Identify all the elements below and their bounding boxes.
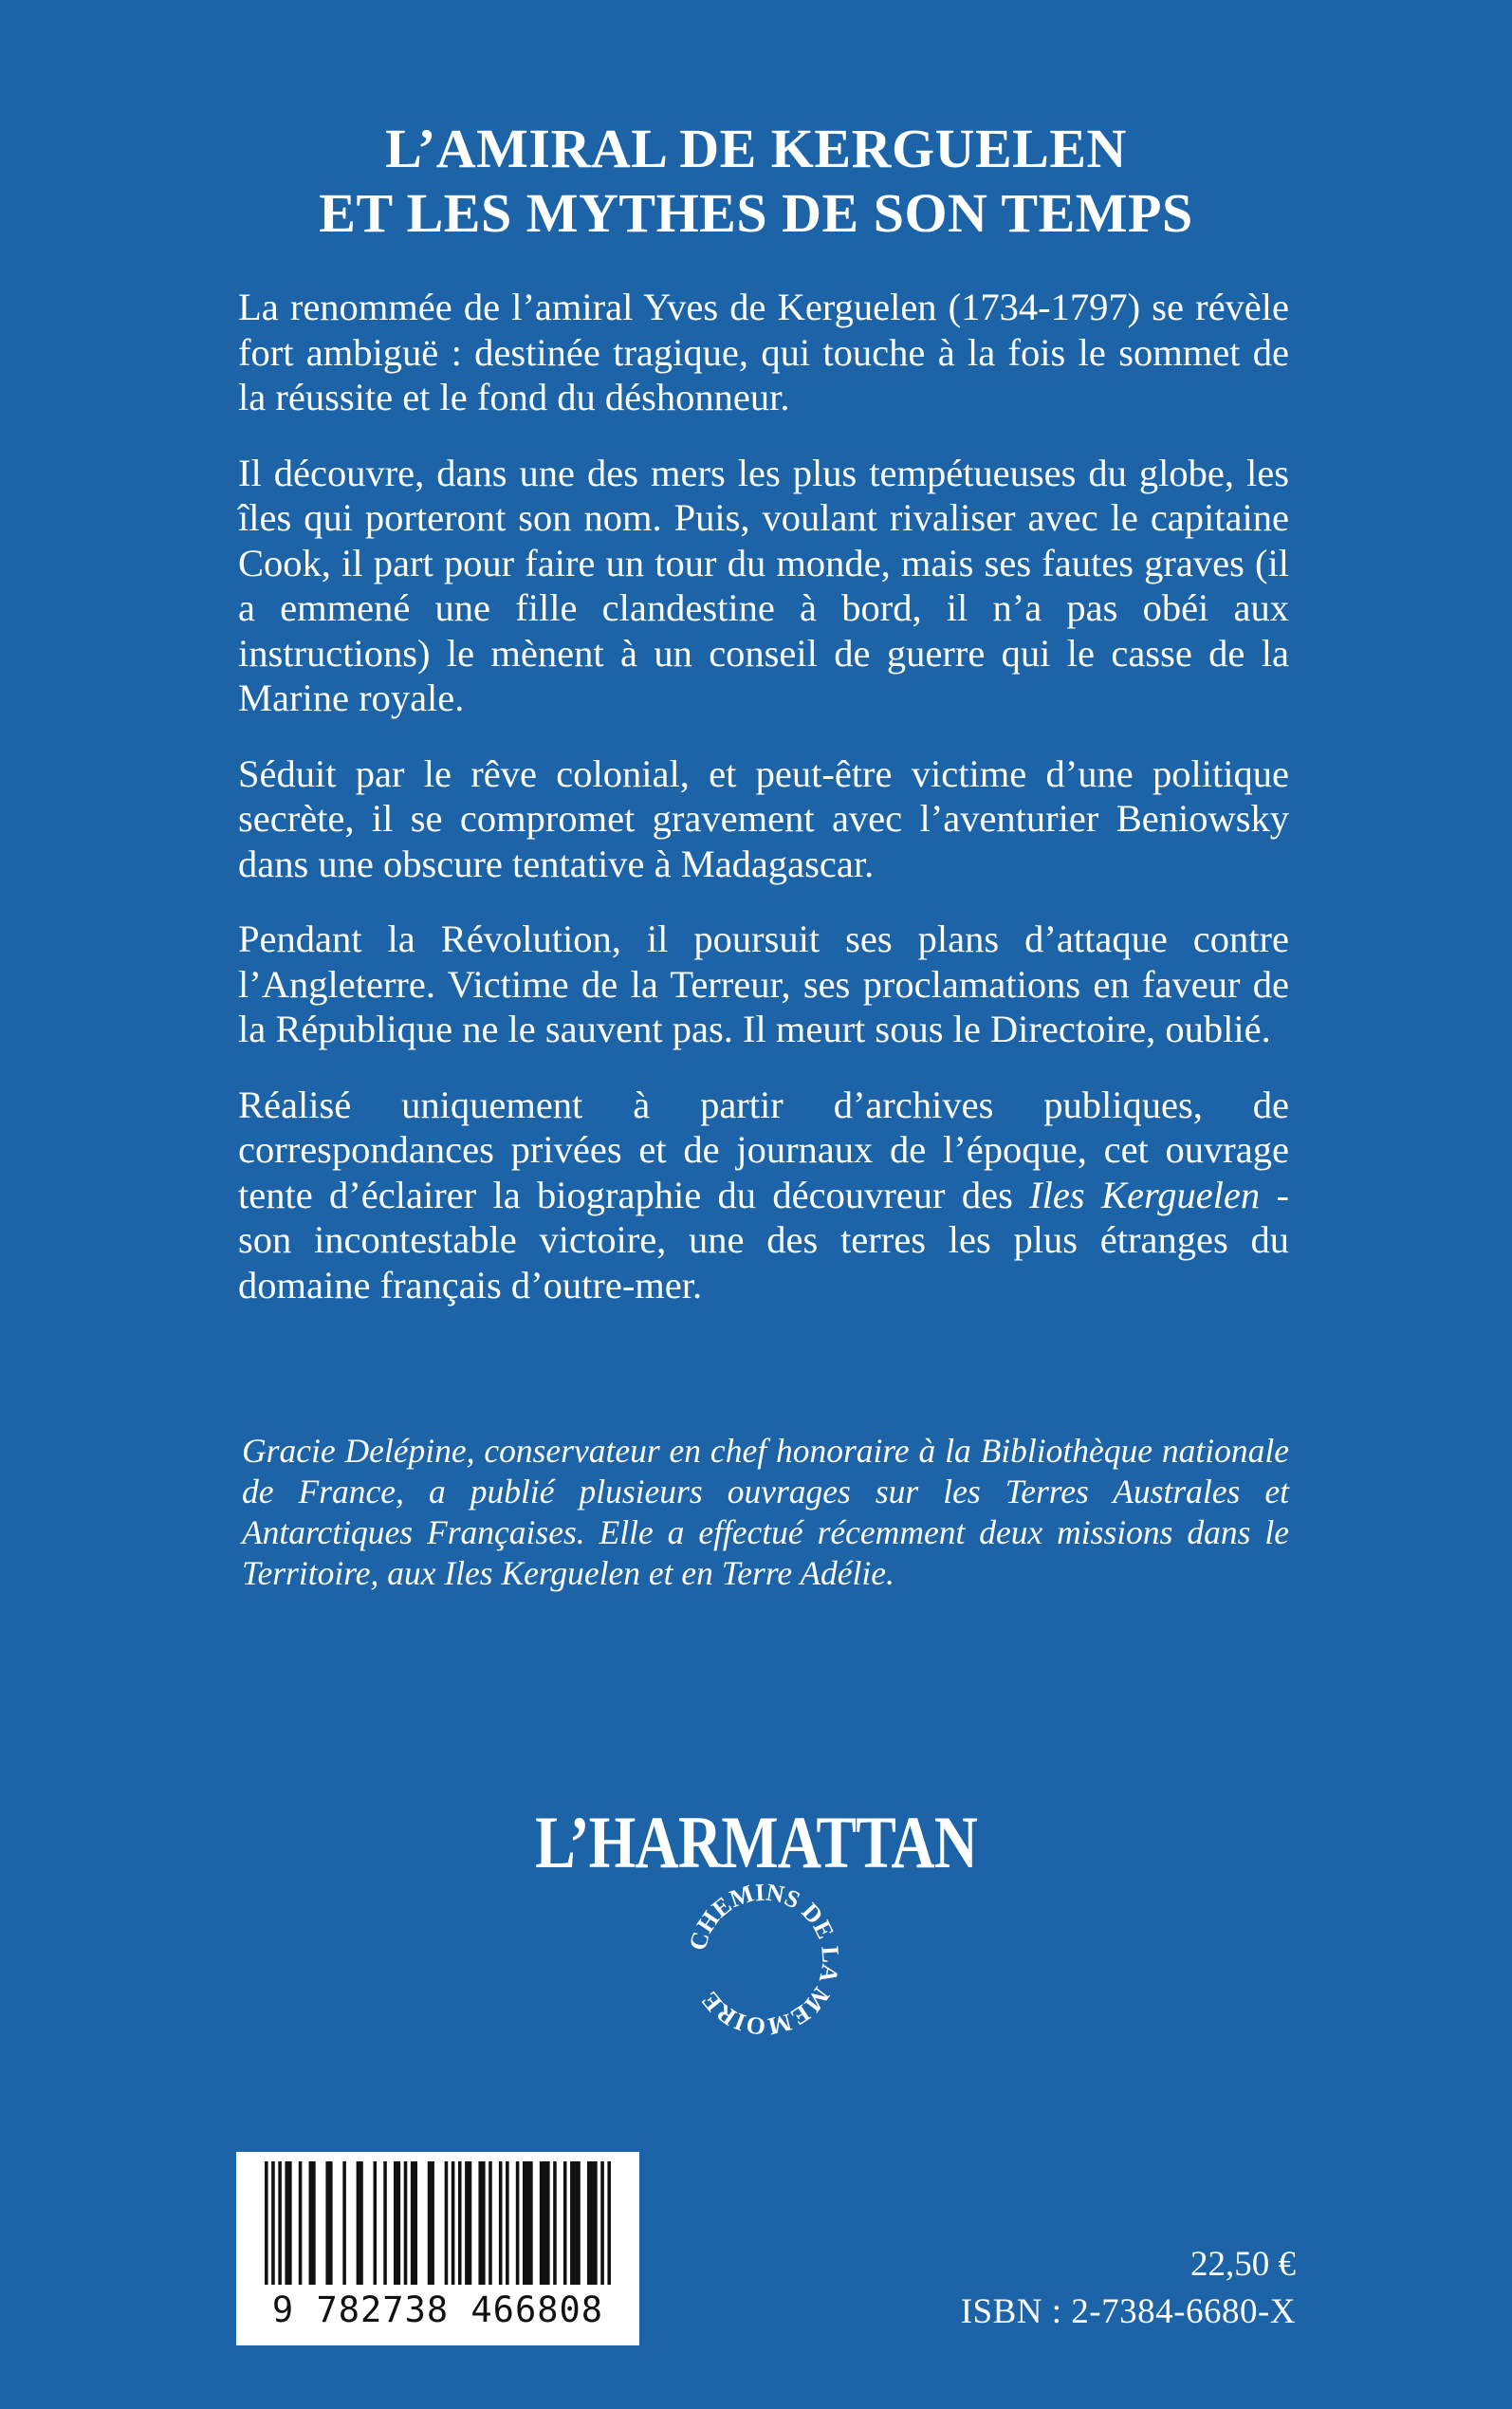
collection-name: CHEMINS DE LA MEMOIRE xyxy=(683,1878,845,2041)
barcode-bar xyxy=(445,2161,449,2285)
barcode-bar xyxy=(506,2161,509,2285)
title-line-2: ET LES MYTHES DE SON TEMPS xyxy=(319,182,1193,244)
barcode-bar xyxy=(383,2161,387,2285)
barcode-bar xyxy=(285,2161,291,2285)
publisher-logo xyxy=(0,1803,1512,1882)
isbn: ISBN : 2-7384-6680-X xyxy=(960,2292,1296,2331)
barcode-bar xyxy=(563,2161,567,2285)
barcode-bar xyxy=(478,2161,485,2285)
barcode-bar xyxy=(553,2161,557,2285)
blurb-text: - son incontestable victoire, une des terres les plus étranges du domaine français d’outre-mer. xyxy=(238,1173,1289,1306)
barcode-bar xyxy=(428,2161,434,2285)
barcode-bar xyxy=(299,2161,303,2285)
blurb-text: Réalisé uniquement à partir d’archives publiques, de correspondances privées et de journaux de l’époque, cet ouvrage tente d’éclairer la biographie du découvreur des xyxy=(238,1083,1289,1216)
barcode-bar xyxy=(540,2161,550,2285)
blurb-paragraph: Il découvre, dans une des mers les plus tempétueuses du globe, les îles qui porteront son nom. Puis, voulant rivaliser avec le capitaine Cook, il part pour faire un tour du monde, mais ses fautes graves (il a emmené une fille clandestine à bord, il n’a pas obéi aux instructions) le mènent à un conseil de guerre qui le casse de la Marine royale. xyxy=(238,451,1289,719)
barcode-bar xyxy=(265,2161,268,2285)
barcode-bar xyxy=(404,2161,408,2285)
barcode xyxy=(236,2152,639,2345)
title-line-1: L’AMIRAL DE KERGUELEN xyxy=(385,118,1127,179)
barcode-bar xyxy=(458,2161,462,2285)
barcode-bar xyxy=(570,2161,581,2285)
barcode-bar xyxy=(607,2161,611,2285)
barcode-bar xyxy=(489,2161,492,2285)
blurb-italic-text: Iles Kerguelen xyxy=(1029,1173,1261,1216)
barcode-bar xyxy=(357,2161,363,2285)
barcode-bar xyxy=(452,2161,455,2285)
barcode-bar xyxy=(394,2161,400,2285)
blurb-paragraph: Séduit par le rêve colonial, et peut-être victime d’une politique secrète, il se compromet gravement avec l’aventurier Beniowsky dans une obscure tentative à Madagascar. xyxy=(238,751,1289,885)
barcode-digits: 9 782738 466808 xyxy=(271,2289,604,2330)
barcode-bar xyxy=(523,2161,533,2285)
barcode-bar xyxy=(309,2161,316,2285)
blurb-paragraph: Pendant la Révolution, il poursuit ses plans d’attaque contre l’Angleterre. Victime de la Terreur, ses proclamations en faveur de la République ne le sauvent pas. Il meurt sous le Directoire, oublié. xyxy=(238,917,1289,1050)
barcode-bar xyxy=(325,2161,332,2285)
blurb-paragraph: La renommée de l’amiral Yves de Kerguelen (1734-1797) se révèle fort ambiguë : destinée tragique, qui touche à la fois le sommet de la réussite et le fond du déshonneur. xyxy=(238,286,1289,418)
author-bio: Gracie Delépine, conservateur en chef honoraire à la Bibliothèque nationale de France, a publié plusieurs ouvrages sur les Terres Australes et Antarctiques Françaises. Elle a effectué récemment deux missions dans le Territoire, aux Iles Kerguelen et en Terre Adélie. xyxy=(242,1432,1289,1592)
barcode-bar xyxy=(374,2161,378,2285)
barcode-bar xyxy=(342,2161,346,2285)
price: 22,50 € xyxy=(1190,2245,1296,2284)
publisher-name: L’HARMATTAN xyxy=(535,1801,977,1883)
barcode-bar xyxy=(278,2161,282,2285)
collection-emblem xyxy=(678,1874,849,2045)
barcode-bar xyxy=(587,2161,598,2285)
blurb-paragraph-last xyxy=(238,1083,1289,1308)
barcode-bar xyxy=(271,2161,275,2285)
barcode-bars xyxy=(236,2152,639,2294)
barcode-bar xyxy=(516,2161,520,2285)
barcode-bar xyxy=(499,2161,503,2285)
barcode-bar xyxy=(600,2161,604,2285)
blurb xyxy=(238,285,1289,1307)
barcode-bar xyxy=(465,2161,471,2285)
barcode-bar xyxy=(411,2161,417,2285)
